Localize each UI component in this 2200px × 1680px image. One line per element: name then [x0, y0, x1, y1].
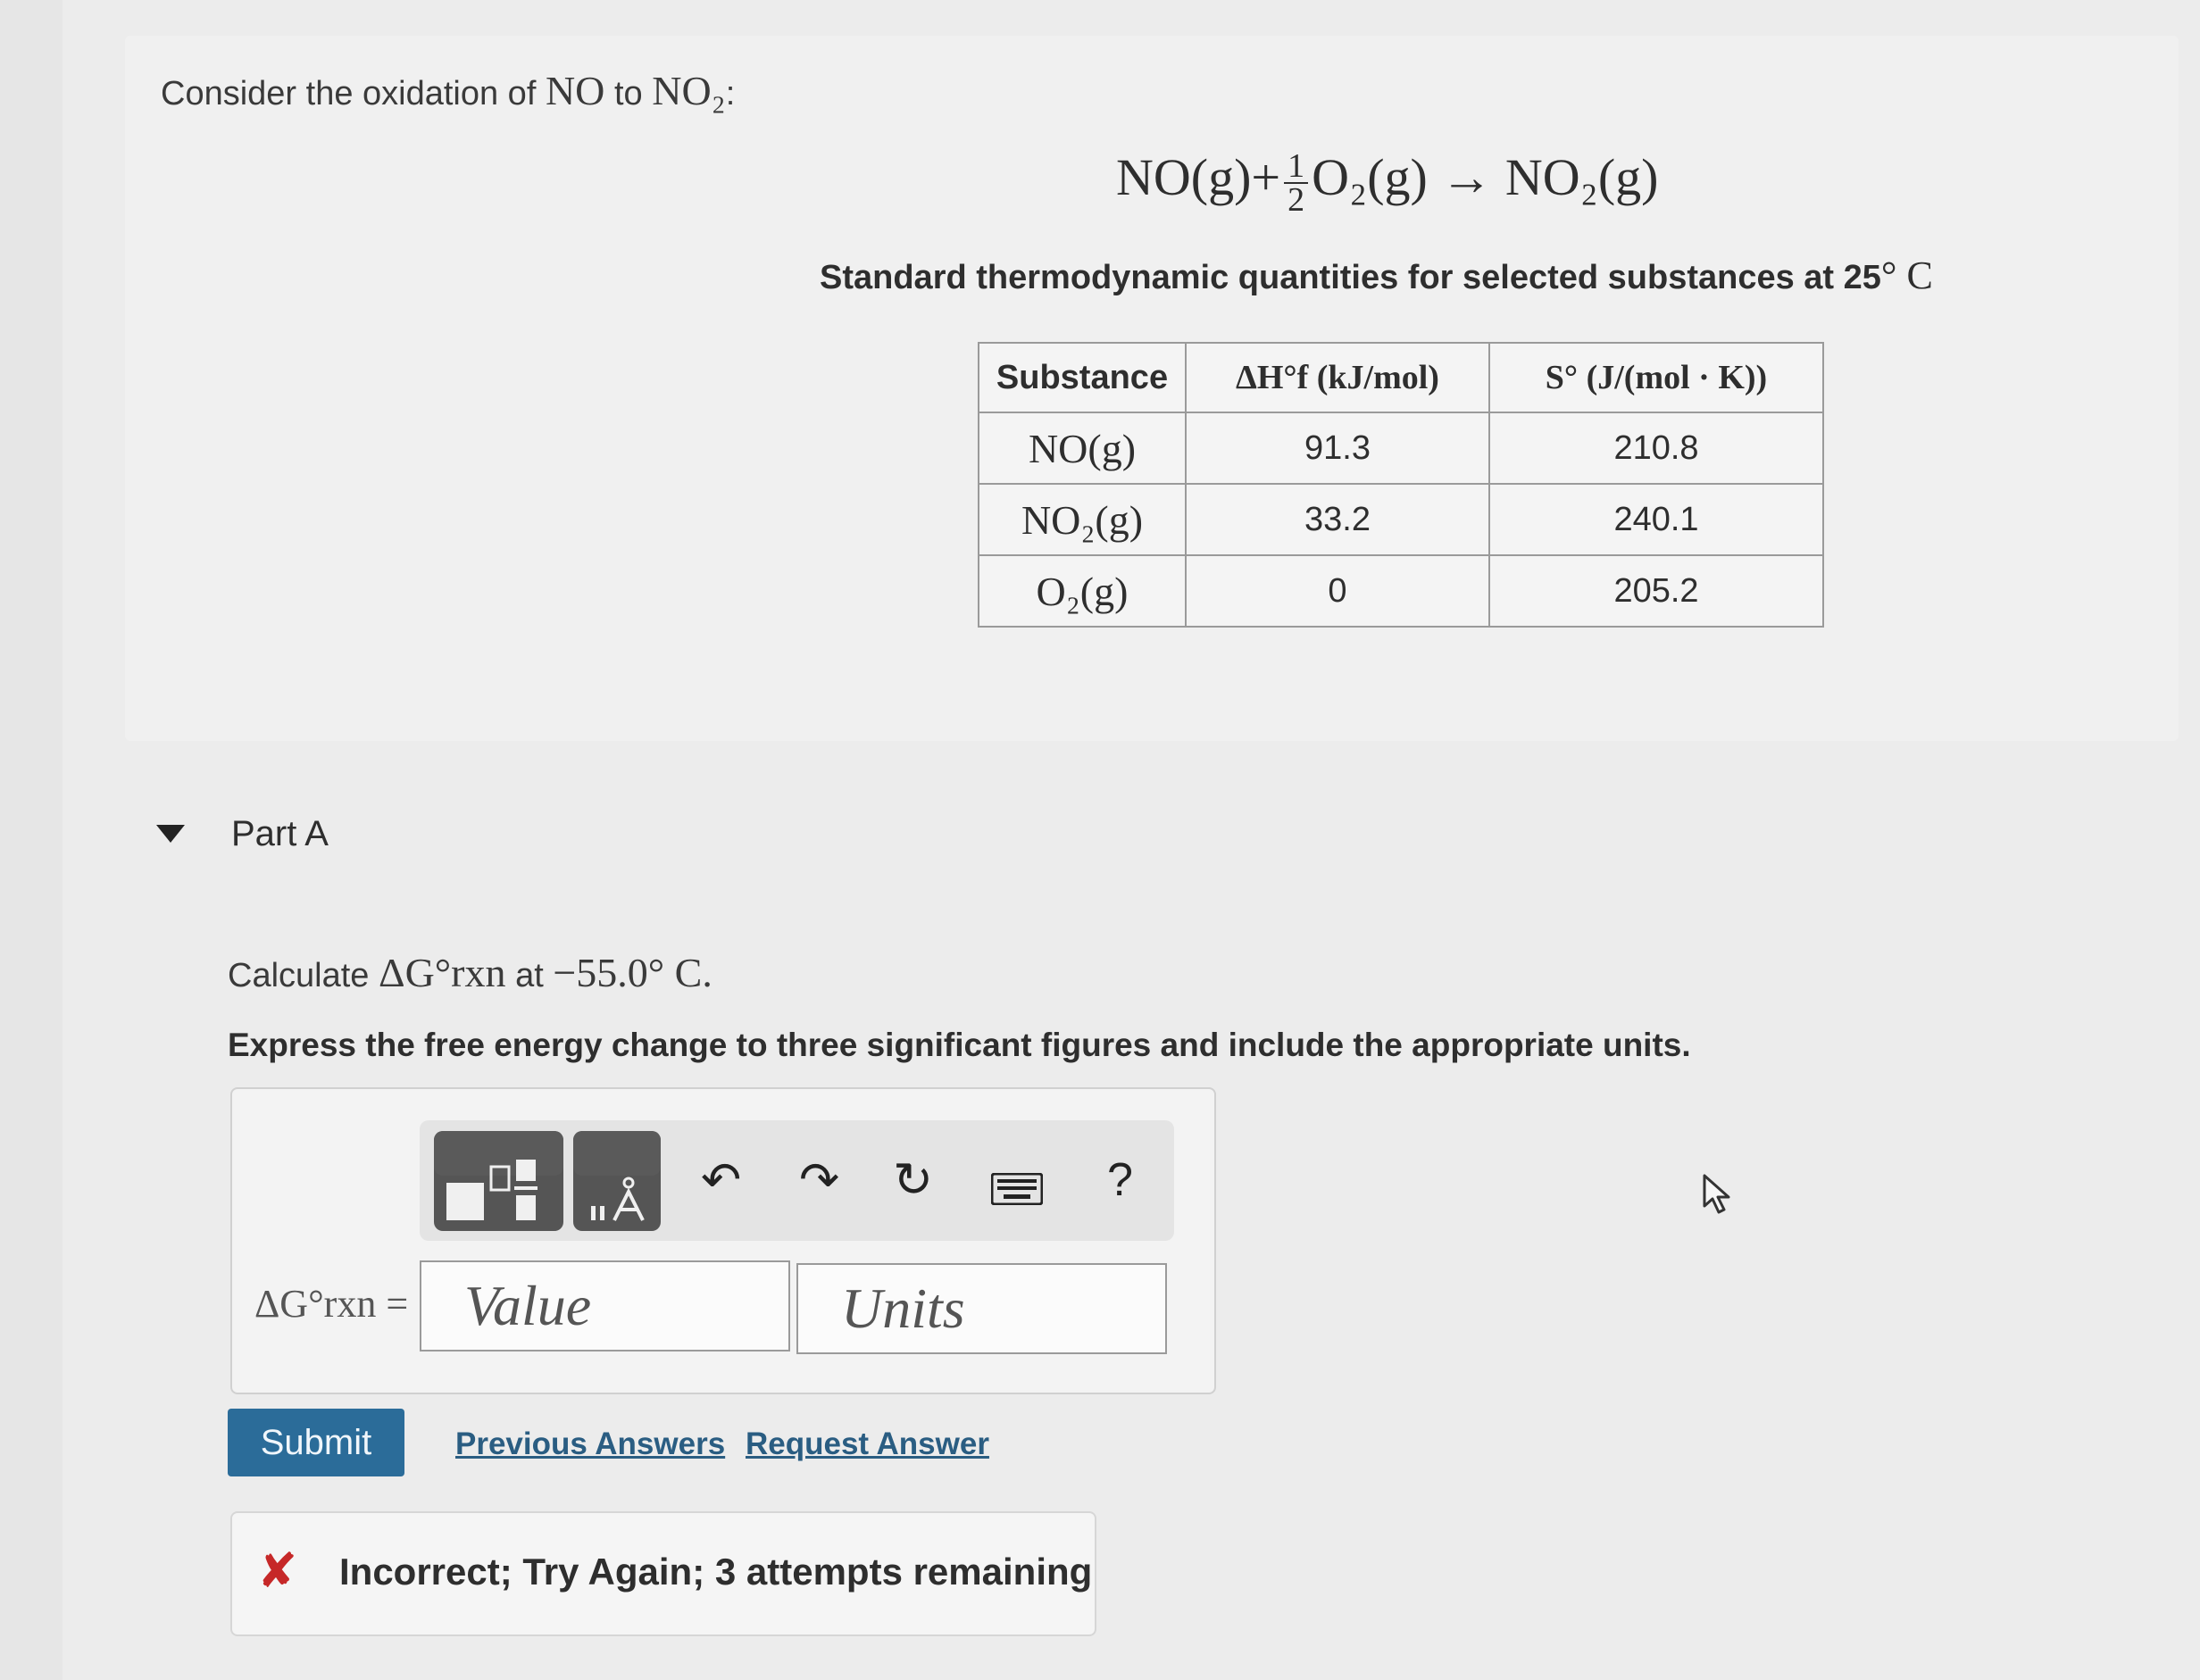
table-row	[979, 555, 1823, 627]
equation-left: NO(g)+	[1116, 148, 1281, 206]
cell-enthalpy: 33.2	[1186, 484, 1489, 555]
templates-icon	[434, 1131, 563, 1231]
mouse-cursor-icon	[1701, 1172, 1737, 1217]
calc-symbol: ΔG°rxn	[378, 950, 506, 995]
thermo-data-table	[978, 342, 1824, 628]
cell-entropy: 205.2	[1489, 555, 1823, 627]
answer-field-label: ΔG°rxn =	[254, 1282, 409, 1326]
left-margin	[0, 0, 62, 1680]
header-enthalpy: ΔH°f (kJ/mol)	[1186, 343, 1489, 412]
fraction-numerator: 1	[1284, 150, 1308, 184]
symbols-icon	[573, 1131, 661, 1231]
collapse-triangle-icon	[156, 825, 185, 843]
intro-reactant: NO	[545, 68, 605, 113]
equation-right: O₂(g) → NO₂(g)	[1312, 148, 1659, 206]
table-header-row	[979, 343, 1823, 412]
question-intro	[161, 67, 735, 114]
cell-substance: NO₂(g)	[979, 484, 1186, 555]
cell-enthalpy: 0	[1186, 555, 1489, 627]
undo-icon[interactable]: ↶	[701, 1153, 742, 1207]
reaction-equation	[1116, 146, 1659, 219]
redo-icon[interactable]: ↷	[799, 1153, 840, 1207]
cell-substance: NO(g)	[979, 412, 1186, 484]
units-input[interactable]	[796, 1263, 1167, 1354]
calculate-prompt	[228, 949, 712, 996]
calc-temperature: −55.0° C.	[553, 950, 712, 995]
keyboard-shape	[991, 1173, 1043, 1205]
request-answer-link[interactable]: Request Answer	[746, 1426, 989, 1461]
help-icon[interactable]: ?	[1107, 1154, 1133, 1206]
equation-fraction	[1284, 146, 1308, 219]
symbols-button[interactable]	[573, 1131, 661, 1231]
table-row	[979, 412, 1823, 484]
keyboard-icon[interactable]	[991, 1165, 1043, 1213]
feedback-banner	[230, 1511, 1096, 1636]
value-input[interactable]	[420, 1260, 790, 1351]
table-caption-text: Standard thermodynamic quantities for selected substances at 25	[820, 259, 1881, 296]
fraction-denominator: 2	[1288, 180, 1305, 219]
cell-enthalpy: 91.3	[1186, 412, 1489, 484]
previous-answers-link[interactable]: Previous Answers	[455, 1426, 726, 1461]
reset-icon[interactable]: ↻	[893, 1153, 934, 1207]
cell-substance: O₂(g)	[979, 555, 1186, 627]
header-substance: Substance	[979, 343, 1186, 412]
calc-prefix: Calculate	[228, 957, 370, 994]
intro-to-word: to	[613, 75, 643, 112]
cell-entropy: 210.8	[1489, 412, 1823, 484]
intro-text: Consider the oxidation of	[161, 75, 537, 112]
feedback-message: Incorrect; Try Again; 3 attempts remaining	[339, 1551, 1093, 1593]
intro-colon: :	[725, 75, 736, 112]
answer-instructions: Express the free energy change to three significant figures and include the appropriate units.	[228, 1027, 1691, 1063]
header-entropy: S° (J/(mol · K))	[1489, 343, 1823, 412]
part-a-toggle[interactable]	[156, 812, 329, 854]
calc-at: at	[515, 957, 544, 994]
table-caption-unit: ° C	[1880, 254, 1933, 297]
table-caption	[820, 253, 1933, 298]
table-row	[979, 484, 1823, 555]
templates-button[interactable]	[434, 1131, 563, 1231]
cell-entropy: 240.1	[1489, 484, 1823, 555]
math-toolbar	[420, 1120, 1174, 1241]
submit-button[interactable]: Submit	[228, 1409, 404, 1476]
part-label: Part A	[231, 813, 329, 853]
intro-product: NO₂	[652, 68, 726, 113]
error-x-icon: ✘	[257, 1544, 298, 1598]
